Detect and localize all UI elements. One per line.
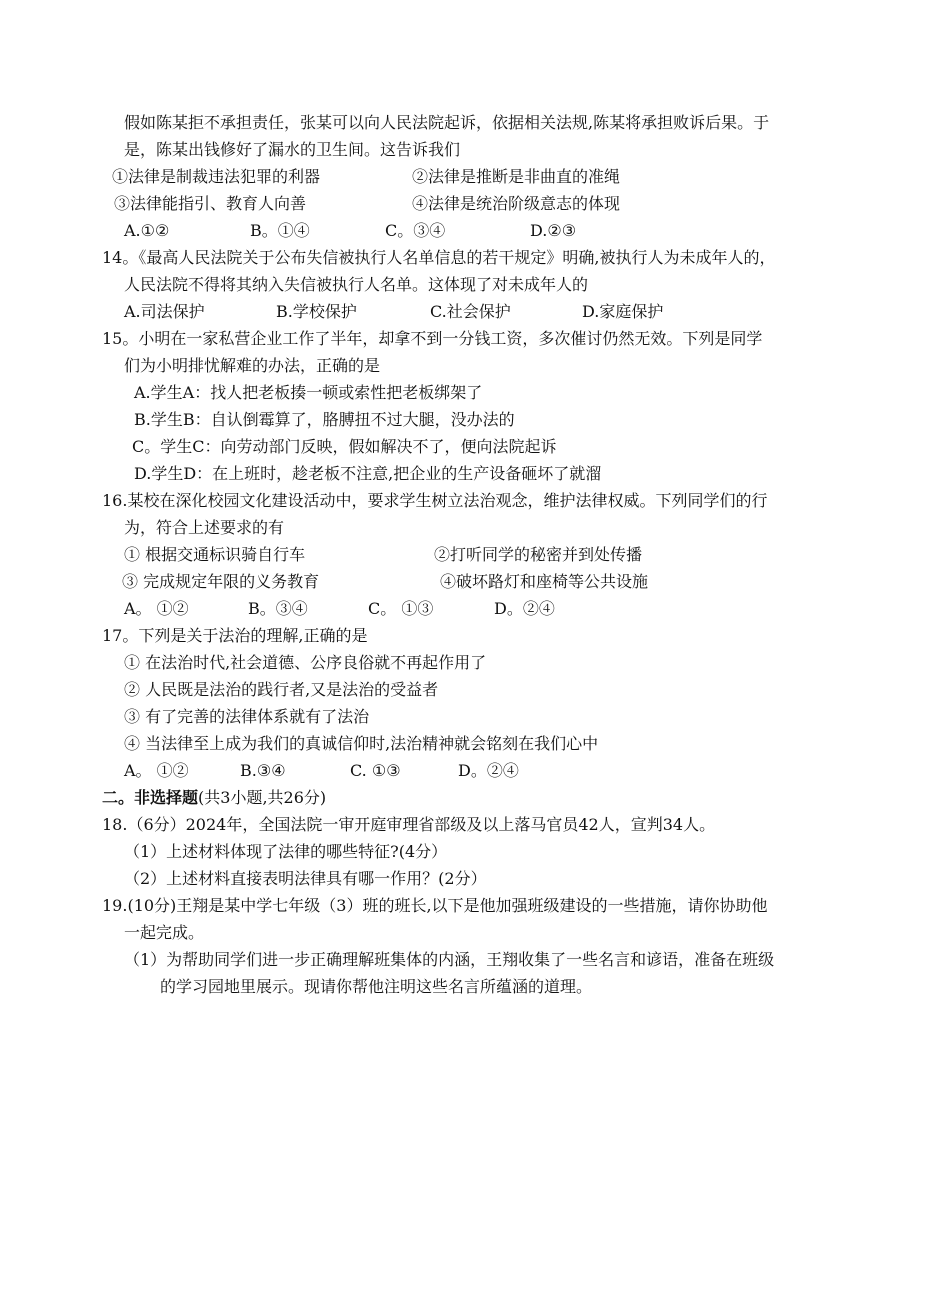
q16-choice-d: D。②④ [494, 599, 555, 618]
q16-option-4: ④破坏路灯和座椅等公共设施 [440, 572, 649, 591]
q17-stem: 17。下列是关于法治的理解,正确的是 [102, 626, 368, 645]
q14-stem-line2: 人民法院不得将其纳入失信被执行人名单。这体现了对未成年人的 [124, 275, 589, 294]
q13-stem-line2: 是，陈某出钱修好了漏水的卫生间。这告诉我们 [124, 140, 461, 159]
q13-option-3: ③法律能指引、教育人向善 [114, 194, 307, 213]
q17-option-1: ① 在法治时代,社会道德、公序良俗就不再起作用了 [124, 653, 487, 672]
q19-sub-1-line1: （1）为帮助同学们进一步正确理解班集体的内涵，王翔收集了一些名言和谚语，准备在班级 [124, 950, 775, 969]
q13-option-1: ①法律是制裁违法犯罪的利器 [112, 167, 321, 186]
q15-option-d: D.学生D：在上班时，趁老板不注意,把企业的生产设备砸坏了就溜 [134, 464, 602, 483]
q19-sub-1-line2: 的学习园地里展示。现请你帮他注明这些名言所蕴涵的道理。 [160, 977, 593, 996]
q17-option-2: ② 人民既是法治的践行者,又是法治的受益者 [124, 680, 439, 699]
q14-stem-line1: 14。《最高人民法院关于公布失信被执行人名单信息的若干规定》明确,被执行人为未成年人的， [102, 248, 776, 267]
q18-sub-1: （1）上述材料体现了法律的哪些特征?(4分） [124, 842, 448, 861]
q16-stem-line1: 16.某校在深化校园文化建设活动中，要求学生树立法治观念，维护法律权威。下列同学们的行 [102, 491, 768, 510]
q18-sub-2: （2）上述材料直接表明法律具有哪一作用？(2分） [124, 869, 487, 888]
q14-choice-a: A.司法保护 [124, 302, 205, 321]
q17-choice-b: B.③④ [240, 761, 286, 780]
q17-option-4: ④ 当法律至上成为我们的真诚信仰时,法治精神就会铭刻在我们心中 [124, 734, 599, 753]
q16-option-1: ① 根据交通标识骑自行车 [124, 545, 306, 564]
q17-option-3: ③ 有了完善的法律体系就有了法治 [124, 707, 370, 726]
q13-option-2: ②法律是推断是非曲直的准绳 [412, 167, 621, 186]
q13-choice-c: C。③④ [385, 221, 446, 240]
q14-choice-b: B.学校保护 [276, 302, 357, 321]
q16-choice-a: A。 ①② [124, 599, 189, 618]
section-heading [102, 788, 326, 808]
q13-stem-line1: 假如陈某拒不承担责任，张某可以向人民法院起诉，依据相关法规,陈某将承担败诉后果。于 [124, 113, 770, 132]
q17-choice-a: A。 ①② [124, 761, 189, 780]
q15-option-a: A.学生A：找人把老板揍一顿或索性把老板绑架了 [134, 383, 483, 402]
section-note: (共3小题,共26分) [198, 788, 327, 807]
q16-option-3: ③ 完成规定年限的义务教育 [122, 572, 320, 591]
q13-choice-d: D.②③ [530, 221, 577, 240]
q14-choice-d: D.家庭保护 [582, 302, 664, 321]
q19-stem-line2: 一起完成。 [124, 923, 205, 942]
q16-choice-b: B。③④ [248, 599, 308, 618]
q16-option-2: ②打听同学的秘密并到处传播 [434, 545, 643, 564]
q13-choice-b: B。①④ [250, 221, 310, 240]
q16-choice-c: C。 ①③ [368, 599, 434, 618]
q15-option-b: B.学生B：自认倒霉算了，胳膊扭不过大腿，没办法的 [134, 410, 515, 429]
section-title: 二。非选择题 [102, 788, 199, 807]
q15-stem-line1: 15。小明在一家私营企业工作了半年，却拿不到一分钱工资，多次催讨仍然无效。下列是同学 [102, 329, 763, 348]
q16-stem-line2: 为，符合上述要求的有 [124, 518, 285, 537]
q15-option-c: C。学生C：向劳动部门反映，假如解决不了，便向法院起诉 [132, 437, 557, 456]
q17-choice-d: D。②④ [458, 761, 519, 780]
q14-choice-c: C.社会保护 [430, 302, 511, 321]
q15-stem-line2: 们为小明排忧解难的办法，正确的是 [124, 356, 381, 375]
q13-option-4: ④法律是统治阶级意志的体现 [412, 194, 621, 213]
q19-stem-line1: 19.(10分)王翔是某中学七年级（3）班的班长,以下是他加强班级建设的一些措施，请你协助他 [102, 896, 768, 915]
q13-choice-a: A.①② [124, 221, 170, 240]
q17-choice-c: C. ①③ [350, 761, 401, 780]
q18-stem: 18.（6分）2024年，全国法院一审开庭审理省部级及以上落马官员42人，宣判34人。 [102, 815, 716, 834]
